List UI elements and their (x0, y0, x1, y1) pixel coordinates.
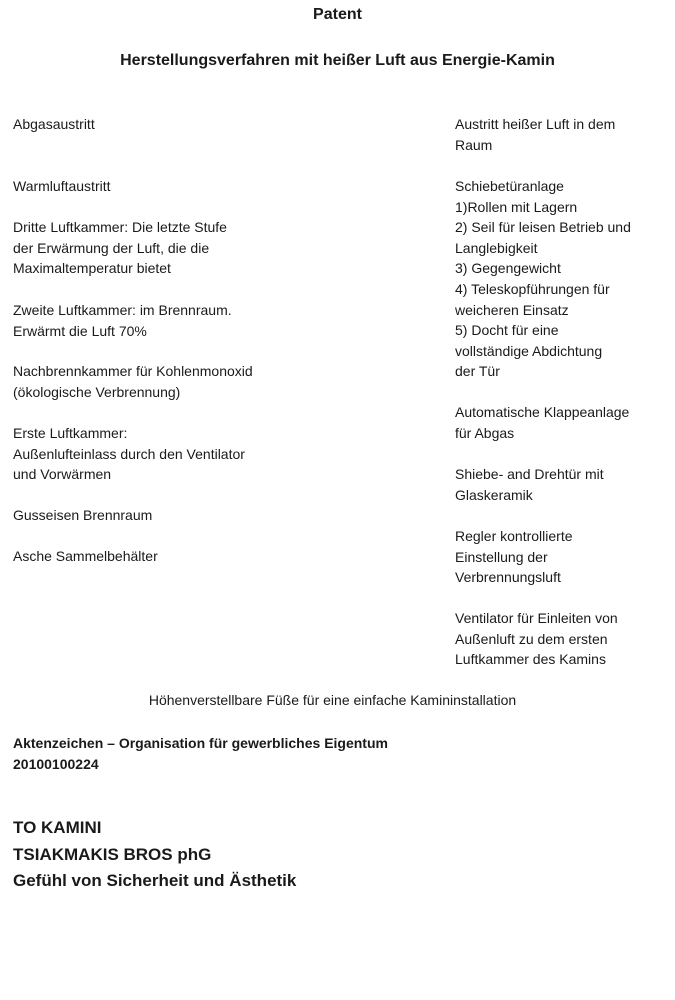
label-line: Raum (455, 136, 493, 153)
label-line: Schiebetüranlage (455, 178, 564, 194)
label-line: vollständige Abdichtung (455, 342, 603, 359)
label-line: Nachbrennkammer für Kohlenmonoxid (13, 363, 253, 379)
label-line: für Abgas (455, 424, 515, 441)
label-adjustable-feet: Höhenverstellbare Füße für eine einfache Kamininstallation (148, 692, 517, 708)
label-line: (ökologische Verbrennung) (13, 383, 181, 400)
label-line: Außenluft zu dem ersten (455, 630, 608, 647)
reference-block (13, 733, 388, 774)
label-line: 5) Docht für eine (455, 322, 559, 339)
label-combustion-air-regulator (455, 526, 573, 588)
label-ash-collector (13, 546, 158, 567)
label-first-air-chamber (13, 423, 245, 485)
label-line: Einstellung der (455, 548, 548, 565)
company-block (13, 815, 296, 895)
label-line: Ventilator für Einleiten von (455, 610, 618, 626)
label-line: und Vorwärmen (13, 466, 112, 483)
label-line: Austritt heißer Luft in dem (455, 116, 616, 132)
label-line: Erste Luftkammer: (13, 425, 128, 441)
label-line: Abgasaustritt (13, 116, 95, 132)
label-line: Verbrennungsluft (455, 569, 561, 586)
label-line: Erwärmt die Luft 70% (13, 322, 147, 339)
label-line: Maximaltemperatur bietet (13, 260, 171, 277)
label-line: Außenlufteinlass durch den Ventilator (13, 445, 245, 462)
label-third-air-chamber (13, 217, 227, 279)
label-line: 3) Gegengewicht (455, 260, 561, 277)
label-line: Glaskeramik (455, 486, 533, 503)
label-line: Automatische Klappeanlage (455, 404, 630, 420)
label-line: 4) Teleskopführungen für (455, 280, 610, 297)
label-cast-iron-combustion-chamber (13, 505, 152, 526)
label-second-air-chamber (13, 300, 232, 341)
company-owner: TSIAKMAKIS BROS phG (13, 844, 212, 864)
label-warm-air-outlet (13, 176, 111, 197)
label-hot-air-outlet (455, 114, 615, 155)
label-line: Asche Sammelbehälter (13, 548, 158, 564)
label-line: 2) Seil für leisen Betrieb und (455, 219, 631, 236)
label-line: der Erwärmung der Luft, die die (13, 239, 210, 256)
label-line: Gusseisen Brennraum (13, 507, 153, 523)
label-line: Zweite Luftkammer: im Brennraum. (13, 302, 232, 318)
label-line: Dritte Luftkammer: Die letzte Stufe (13, 219, 227, 235)
label-flue-gas-outlet (13, 114, 95, 135)
label-fan-outside-air (455, 608, 618, 670)
document-subtitle: Herstellungsverfahren mit heißer Luft aus Energie-Kamin (120, 52, 555, 69)
reference-label: Aktenzeichen – Organisation für gewerbliches Eigentum (13, 735, 388, 751)
label-sliding-swing-door (455, 464, 604, 505)
label-line: Luftkammer des Kamins (455, 651, 606, 668)
label-line: der Tür (455, 363, 500, 380)
company-slogan: Gefühl von Sicherheit und Ästhetik (13, 871, 297, 890)
label-sliding-door-system (455, 176, 631, 382)
label-line: Shiebe- and Drehtür mit (455, 466, 604, 482)
reference-number: 20100100224 (13, 755, 99, 772)
document-title: Patent (313, 6, 362, 23)
label-automatic-flap-system (455, 402, 629, 443)
label-line: Warmluftaustritt (13, 178, 111, 194)
label-line: Regler kontrollierte (455, 528, 573, 544)
label-line: weicheren Einsatz (455, 301, 569, 318)
label-line: Langlebigkeit (455, 239, 538, 256)
label-afterburn-chamber (13, 361, 253, 402)
company-name: TO KAMINI (13, 818, 102, 837)
label-line: 1)Rollen mit Lagern (455, 198, 578, 215)
